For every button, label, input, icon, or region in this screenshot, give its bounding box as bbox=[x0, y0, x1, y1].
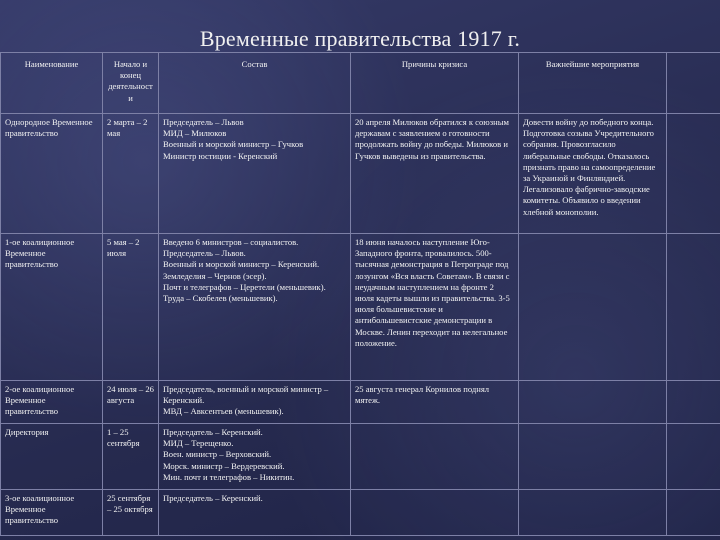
cell-composition bbox=[159, 234, 351, 381]
composition-line: Мин. почт и телеграфов – Никитин. bbox=[163, 471, 295, 482]
cell-composition bbox=[159, 424, 351, 490]
governments-table bbox=[0, 52, 720, 536]
cell-empty bbox=[667, 381, 720, 424]
cell-measures: Довести войну до победного конца. Подготовка созыва Учредительного собрания. Провозгласило либеральные свободы. Отказалось признать право на самоопределение за Украиной и Финляндией. Легализовало фабрично-заводские комитеты. Объявило о введении хлебной монополии. bbox=[519, 114, 667, 234]
composition-line: Председатель, военный и морской министр – Керенский. bbox=[163, 384, 329, 406]
header-crisis: Причины кризиса bbox=[351, 53, 519, 114]
table-row bbox=[1, 490, 720, 536]
composition-line: Труда – Скобелев (меньшевик). bbox=[163, 293, 278, 304]
header-measures: Важнейшие мероприятия bbox=[519, 53, 667, 114]
composition-line: МИД – Милюков bbox=[163, 128, 227, 139]
header-row bbox=[1, 53, 720, 114]
cell-crisis bbox=[351, 424, 519, 490]
cell-measures bbox=[519, 381, 667, 424]
composition-line: Морск. министр – Вердеревский. bbox=[163, 460, 285, 471]
composition-line: Министр юстиции - Керенский bbox=[163, 150, 278, 161]
page-title: Временные правительства 1917 г. bbox=[199, 26, 521, 51]
cell-empty bbox=[667, 234, 720, 381]
table-row bbox=[1, 424, 720, 490]
composition-line: Председатель – Керенский. bbox=[163, 493, 263, 503]
composition-line: Председатель – Львов. bbox=[163, 248, 246, 259]
header-name: Наименование bbox=[1, 53, 103, 114]
composition-line: Введено 6 министров – социалистов. bbox=[163, 237, 299, 247]
cell-name: 1-ое коалиционное Временное правительство bbox=[1, 234, 103, 381]
composition-line: Воен. министр – Верховский. bbox=[163, 449, 272, 460]
cell-crisis: 25 августа генерал Корнилов поднял мятеж. bbox=[351, 381, 519, 424]
cell-composition bbox=[159, 381, 351, 424]
cell-composition bbox=[159, 114, 351, 234]
cell-measures bbox=[519, 424, 667, 490]
cell-period: 5 мая – 2 июля bbox=[103, 234, 159, 381]
cell-empty bbox=[667, 424, 720, 490]
table-row bbox=[1, 234, 720, 381]
cell-period: 2 марта – 2 мая bbox=[103, 114, 159, 234]
cell-name: 3-ое коалиционное Временное правительство bbox=[1, 490, 103, 536]
cell-period: 1 – 25 сентября bbox=[103, 424, 159, 490]
cell-period: 25 сентября – 25 октября bbox=[103, 490, 159, 536]
header-composition: Состав bbox=[159, 53, 351, 114]
header-period: Начало и конец деятельности bbox=[103, 53, 159, 114]
cell-crisis bbox=[351, 490, 519, 536]
cell-crisis: 18 июня началось наступление Юго-Западного фронта, провалилось. 500-тысячная демонстрация в Петрограде под лозунгом «Вся власть Советам». В связи с неудачным наступлением на фронте 2 июля кадеты вышли из правительства. 3-5 июля большевистские и антибольшевистские демонстрации в Москве. Ленин переходит на нелегальное положение. bbox=[351, 234, 519, 381]
composition-line: МВД – Авксентьев (меньшевик). bbox=[163, 406, 284, 417]
table-row bbox=[1, 381, 720, 424]
cell-crisis: 20 апреля Милюков обратился к союзным державам с заявлением о готовности продолжать войну до победы. Милюков и Гучков выведены из правительства. bbox=[351, 114, 519, 234]
composition-line: Военный и морской министр – Керенский. bbox=[163, 259, 320, 270]
composition-line: МИД – Терещенко. bbox=[163, 438, 234, 449]
cell-composition bbox=[159, 490, 351, 536]
cell-measures bbox=[519, 234, 667, 381]
header-empty bbox=[667, 53, 720, 114]
cell-period: 24 июля – 26 августа bbox=[103, 381, 159, 424]
cell-measures bbox=[519, 490, 667, 536]
composition-line: Земледелия – Чернов (эсер). bbox=[163, 270, 267, 281]
composition-line: Председатель – Львов bbox=[163, 117, 244, 127]
composition-line: Почт и телеграфов – Церетели (меньшевик). bbox=[163, 281, 326, 292]
cell-name: Директория bbox=[1, 424, 103, 490]
composition-line: Военный и морской министр – Гучков bbox=[163, 139, 304, 150]
cell-empty bbox=[667, 114, 720, 234]
cell-empty bbox=[667, 490, 720, 536]
cell-name: Однородное Временное правительство bbox=[1, 114, 103, 234]
composition-line: Председатель – Керенский. bbox=[163, 427, 263, 437]
cell-name: 2-ое коалиционное Временное правительство bbox=[1, 381, 103, 424]
table-row bbox=[1, 114, 720, 234]
